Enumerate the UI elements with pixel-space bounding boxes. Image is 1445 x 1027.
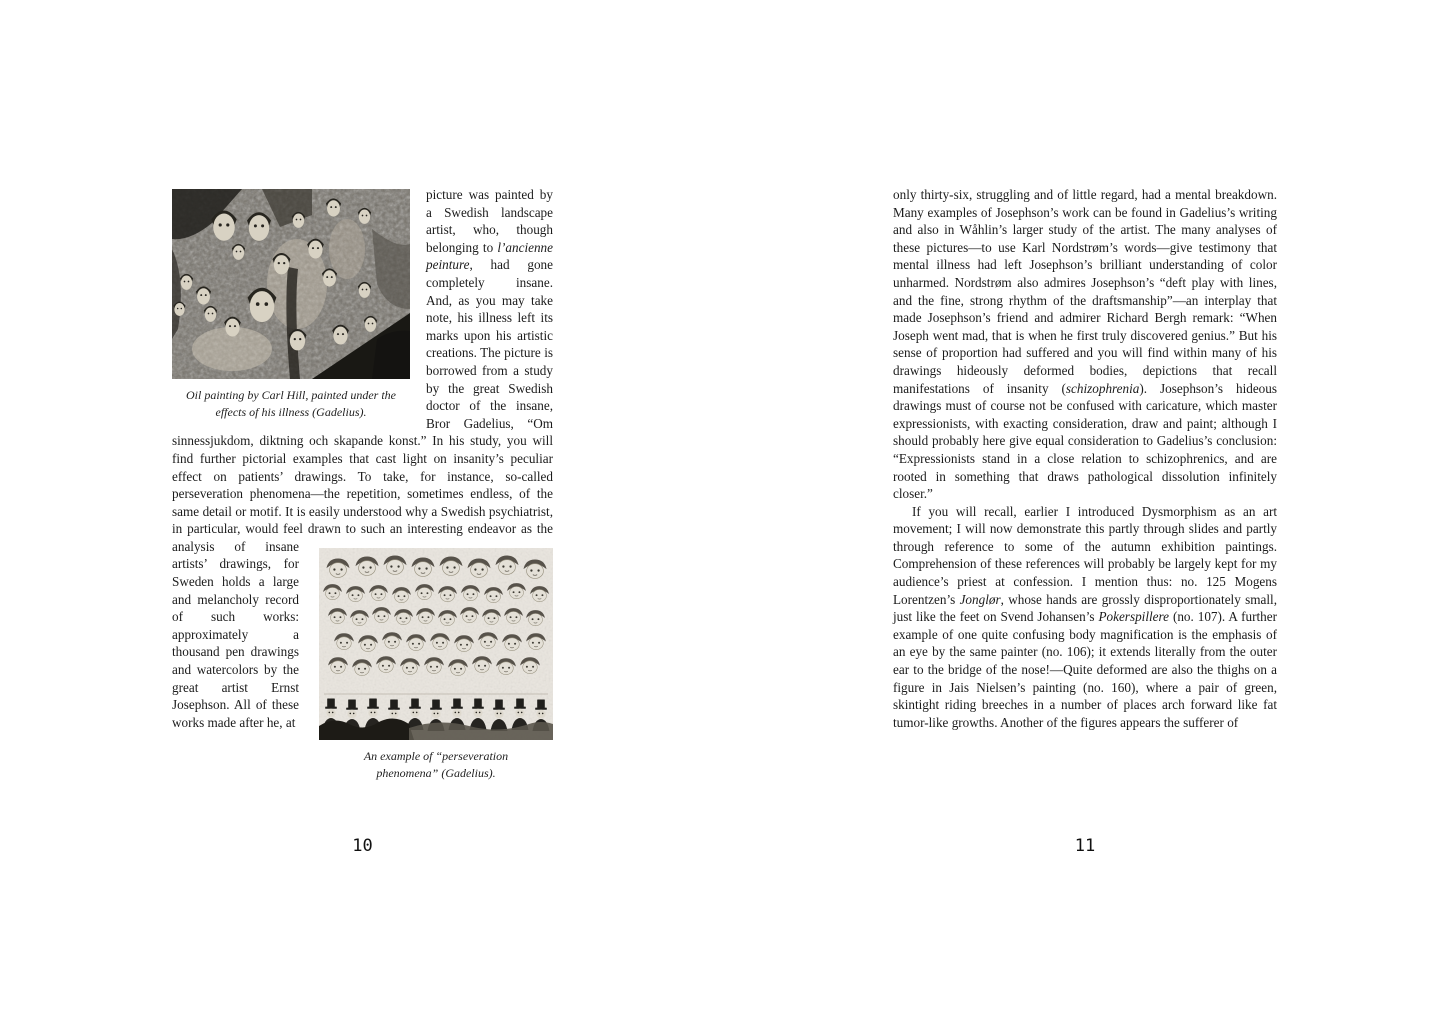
- right-page-paragraph-1: [893, 186, 1277, 503]
- right-text-segment-1: only thirty-six, struggling and of little regard, had a mental breakdown. Many examples of Josephson’s work can be found in Gadelius’s writing and also in Wåhlin’s larger study of the artist. The many analyses of these pictures—to use Karl Nordstrøm’s words—give testimony that mental illness had left Josephson’s brilliant understanding of color unharmed. Nordstrøm also admires Josephson’s “deft play with lines, and the fine, strong rhythm of the draftsmanship”—an interplay that made Josephson’s friend and admirer Richard Bergh remark: “When Joseph went mad, that is when he first truly discovered genius.” But his sense of proportion had suffered and you will find within many of his drawings hideously deformed bodies, depictions that recall manifestations of insanity (: [893, 187, 1277, 396]
- figure-oil-painting: [172, 189, 410, 421]
- right-text-segment-3: If you will recall, earlier I introduced Dysmorphism as an art movement; I will now demonstrate this partly through slides and partly through reference to some of the autumn exhibition paintings. Comprehension of these references will probably be largely kept for my audience’s priest at confession. I mention thus: no. 125 Mogens Lorentzen’s: [893, 503, 1277, 607]
- oil-painting-caption: [172, 387, 410, 421]
- right-text-segment-2: ). Josephson’s hideous drawings must of course not be confused with caricature, which master expressionists, with exacting consideration, draw and paint; although I should probably here give equal consideration to Gadelius’s conclusion: “Expressionists stand in a close relation to schizophrenics, and are rooted in something that draws pathological dissolution infinitely closer.”: [893, 380, 1277, 502]
- left-text-segment-1: picture was painted by a Swedish landscape artist, who, though belonging to: [426, 187, 553, 255]
- left-text-segment-3: interesting endeavor as the analysis of insane artists’ drawings, for Sweden holds a large and melancholy record of such works: approximately a thousand pen drawings and watercolors by the great artist Ernst Josephson. All of these works made after he, at: [172, 521, 553, 730]
- left-text-italic-1: l’ancienne peinture: [426, 239, 553, 273]
- left-page-text: [172, 186, 553, 780]
- left-text-segment-2: , had gone completely insane. And, as you may take note, his illness left its marks upon his artistic creations. The picture is borrowed from a study by the great Swedish doctor of the insane, Bror Gadelius, “Om sinnessjukdom, diktning och skapande konst.” In his study, you will find further pictorial examples that cast light on insanity’s peculiar effect on patients’ drawings. To take, for instance, so-called perseveration phenomena—the repetition, sometimes endless, of the same detail or motif. It is easily understood why a Swedish psychiatrist, in particular, would feel drawn to such an: [172, 257, 553, 537]
- oil-painting-image: [172, 189, 410, 379]
- right-text-italic-1: schizophrenia: [1065, 380, 1140, 396]
- caption-line: phenomena” (Gadelius).: [376, 765, 496, 780]
- right-text-italic-2: Jonglør: [959, 591, 1001, 607]
- figure-perseveration: [319, 548, 553, 782]
- caption-line: effects of his illness (Gadelius).: [215, 405, 367, 419]
- page-number-left: 10: [352, 836, 373, 856]
- page-number-right: 11: [1074, 836, 1096, 856]
- page-11: [893, 186, 1277, 731]
- caption-line: An example of “perseveration: [363, 748, 509, 763]
- perseveration-caption: [319, 748, 553, 782]
- page-10: [172, 186, 553, 784]
- right-text-italic-3: Pokerspillere: [1098, 609, 1170, 625]
- right-text-segment-5: (no. 107). A further example of one quite confusing body magnification is the emphasis of an eye by the same painter (no. 106); it extends literally from the outer ear to the bridge of the nose!—Quite deformed are also the thighs on a figure in Jais Nielsen’s painting (no. 160), where a pair of green, skintight riding breeches in a number of places arch forward like fat tumor-like growths. Another of the figures appears the sufferer of: [893, 609, 1277, 730]
- right-text-segment-4: , whose hands are grossly disproportionately small, just like the feet on Svend Johansen’s: [893, 591, 1277, 625]
- caption-line: Oil painting by Carl Hill, painted under the: [186, 388, 396, 402]
- right-page-paragraph-2: [893, 503, 1277, 732]
- perseveration-image: [319, 548, 553, 740]
